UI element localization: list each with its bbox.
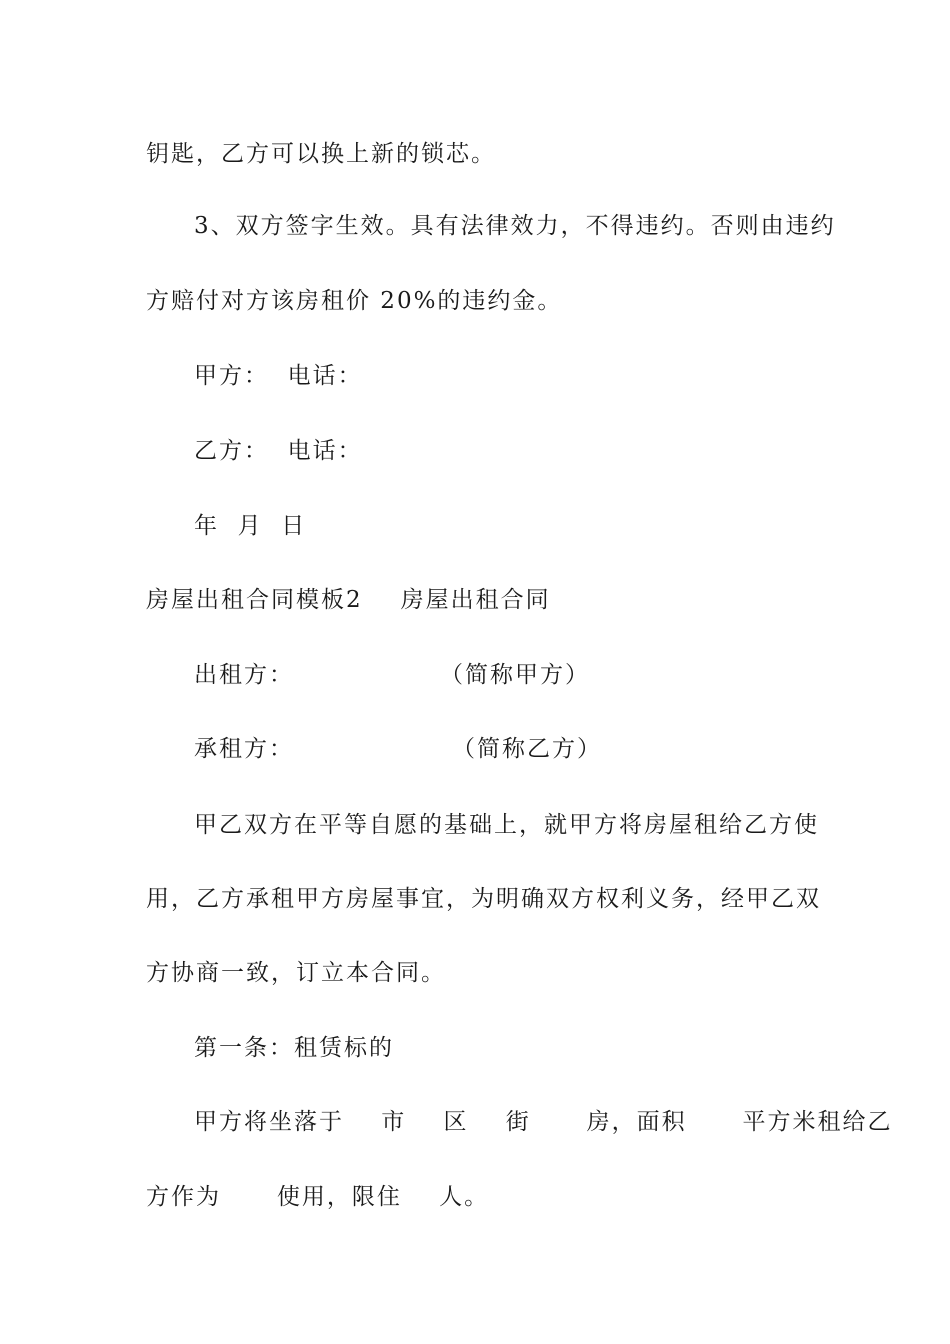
lessor-label: 出租方： — [194, 662, 294, 688]
article-1-line-1: 甲方将坐落于 市 区 街 房，面积 平方米租给乙 — [194, 1109, 893, 1135]
lessee-line — [194, 734, 602, 764]
intro-line-1: 甲乙双方在平等自愿的基础上，就甲方将房屋租给乙方使 — [194, 812, 819, 838]
lessor-abbr: （简称甲方） — [440, 662, 590, 688]
article-1-heading: 第一条：租赁标的 — [194, 1035, 394, 1061]
lessor-line — [194, 660, 590, 690]
text-line-keys: 钥匙，乙方可以换上新的锁芯。 — [146, 141, 496, 167]
intro-line-3: 方协商一致，订立本合同。 — [146, 960, 446, 986]
clause-3-line-1: 3、双方签字生效。具有法律效力，不得违约。否则由违约 — [194, 213, 836, 239]
article-1-line-2: 方作为 使用，限住 人。 — [146, 1184, 490, 1210]
intro-line-2: 用，乙方承租甲方房屋事宜，为明确双方权利义务，经甲乙双 — [146, 886, 821, 912]
date-line: 年 月 日 — [194, 513, 307, 539]
lessee-label: 承租方： — [194, 736, 294, 762]
template-title: 房屋出租合同模板2 — [146, 587, 363, 613]
clause-3-line-2: 方赔付对方该房租价 20%的违约金。 — [146, 288, 563, 314]
contract-title: 房屋出租合同 — [400, 587, 551, 613]
party-b-signature: 乙方： 电话： — [194, 438, 363, 464]
lessee-abbr: （简称乙方） — [452, 736, 602, 762]
template-heading — [146, 585, 551, 615]
party-a-signature: 甲方： 电话： — [194, 363, 363, 389]
